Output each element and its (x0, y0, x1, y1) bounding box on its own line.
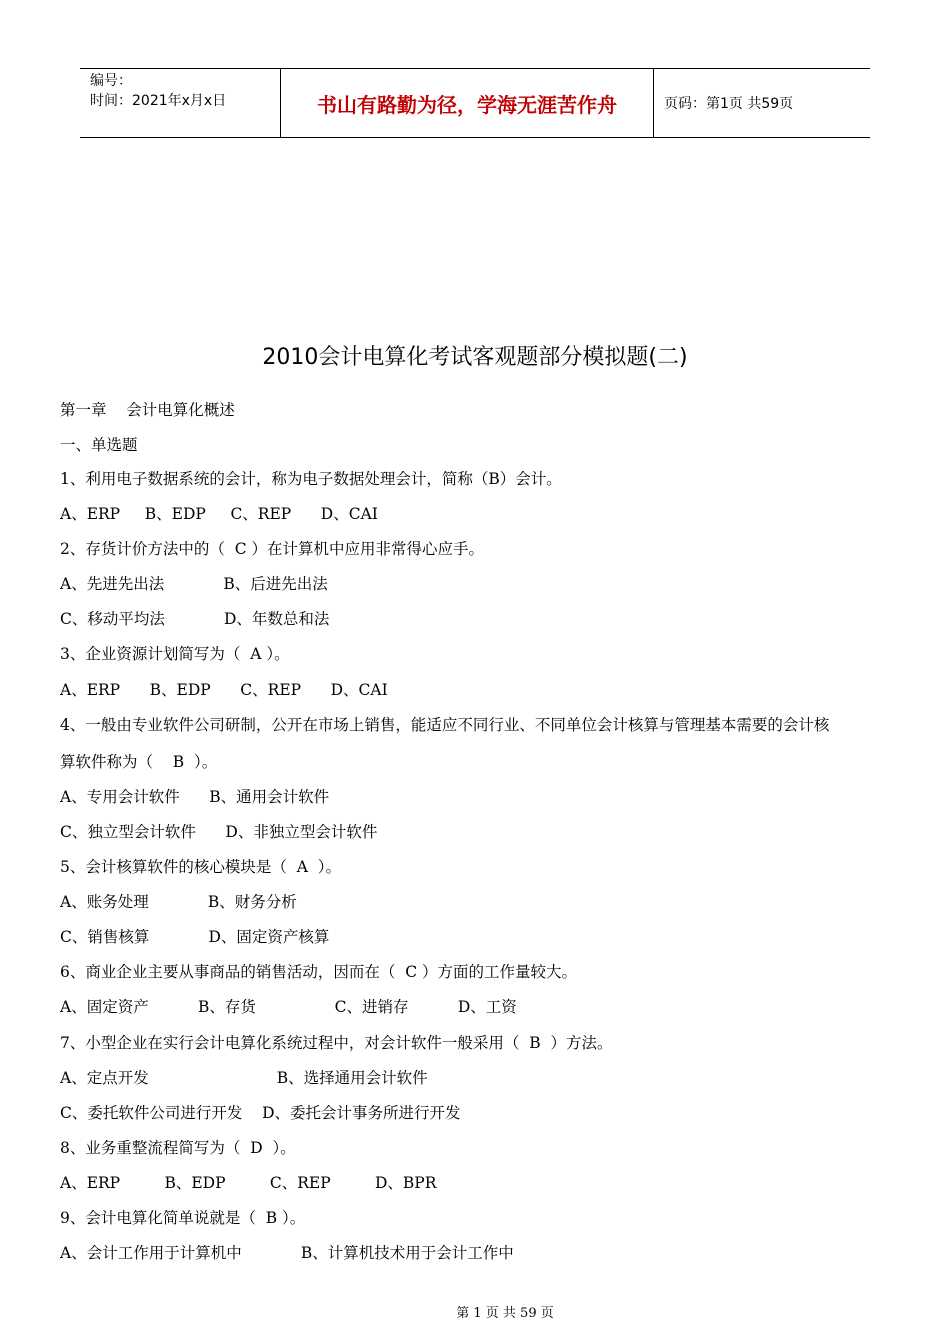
text-line: A、ERP B、EDP C、REP D、BPR (60, 1174, 437, 1192)
text-line: 8、业务重整流程简写为（ D ）。 (60, 1139, 296, 1157)
text-line: 1、利用电子数据系统的会计，称为电子数据处理会计，简称（B）会计。 (60, 470, 562, 488)
text-line: C、独立型会计软件 D、非独立型会计软件 (60, 823, 378, 841)
text-line: A、固定资产 B、存货 C、进销存 D、工资 (60, 998, 517, 1016)
text-line: 7、小型企业在实行会计电算化系统过程中，对会计软件一般采用（ B ）方法。 (60, 1034, 613, 1052)
text-line: 9、会计电算化简单说就是（ B ）。 (60, 1209, 306, 1227)
page-code: 页码：第1页 共59页 (664, 96, 794, 112)
text-line: A、账务处理 B、财务分析 (60, 893, 297, 911)
text-line: 算软件称为（ B ）。 (60, 753, 218, 771)
page-footer: 第 1 页 共 59 页 (456, 1306, 554, 1321)
text-line: 3、企业资源计划简写为（ A ）。 (60, 645, 290, 663)
text-line: A、定点开发 B、选择通用会计软件 (60, 1069, 428, 1087)
motto: 书山有路勤为径，学海无涯苦作舟 (281, 69, 654, 137)
text-line: C、销售核算 D、固定资产核算 (60, 928, 330, 946)
text-line: 一、单选题 (60, 436, 138, 454)
number-label: 编号： (90, 73, 132, 89)
text-line: A、ERP B、EDP C、REP D、CAI (60, 681, 388, 699)
time-label: 时间：2021年x月x日 (90, 93, 227, 109)
text-line: A、专用会计软件 B、通用会计软件 (60, 788, 330, 806)
text-line: A、会计工作用于计算机中 B、计算机技术用于会计工作中 (60, 1244, 514, 1262)
text-line: A、ERP B、EDP C、REP D、CAI (60, 505, 378, 523)
text-line: A、先进先出法 B、后进先出法 (60, 575, 328, 593)
document-title: 2010会计电算化考试客观题部分模拟题(二) (262, 345, 688, 370)
text-line: 第一章 会计电算化概述 (60, 401, 235, 419)
text-line: 5、会计核算软件的核心模块是（ A ）。 (60, 858, 342, 876)
text-line: 6、商业企业主要从事商品的销售活动，因而在（ C ）方面的工作量较大。 (60, 963, 578, 981)
text-line: C、移动平均法 D、年数总和法 (60, 610, 330, 628)
header-table (80, 68, 870, 138)
text-line: C、委托软件公司进行开发 D、委托会计事务所进行开发 (60, 1104, 461, 1122)
text-line: 2、存货计价方法中的（ C ）在计算机中应用非常得心应手。 (60, 540, 485, 558)
text-line: 4、一般由专业软件公司研制，公开在市场上销售，能适应不同行业、不同单位会计核算与管理基本需要的会计核 (60, 716, 830, 734)
header-info-cell (80, 69, 281, 137)
